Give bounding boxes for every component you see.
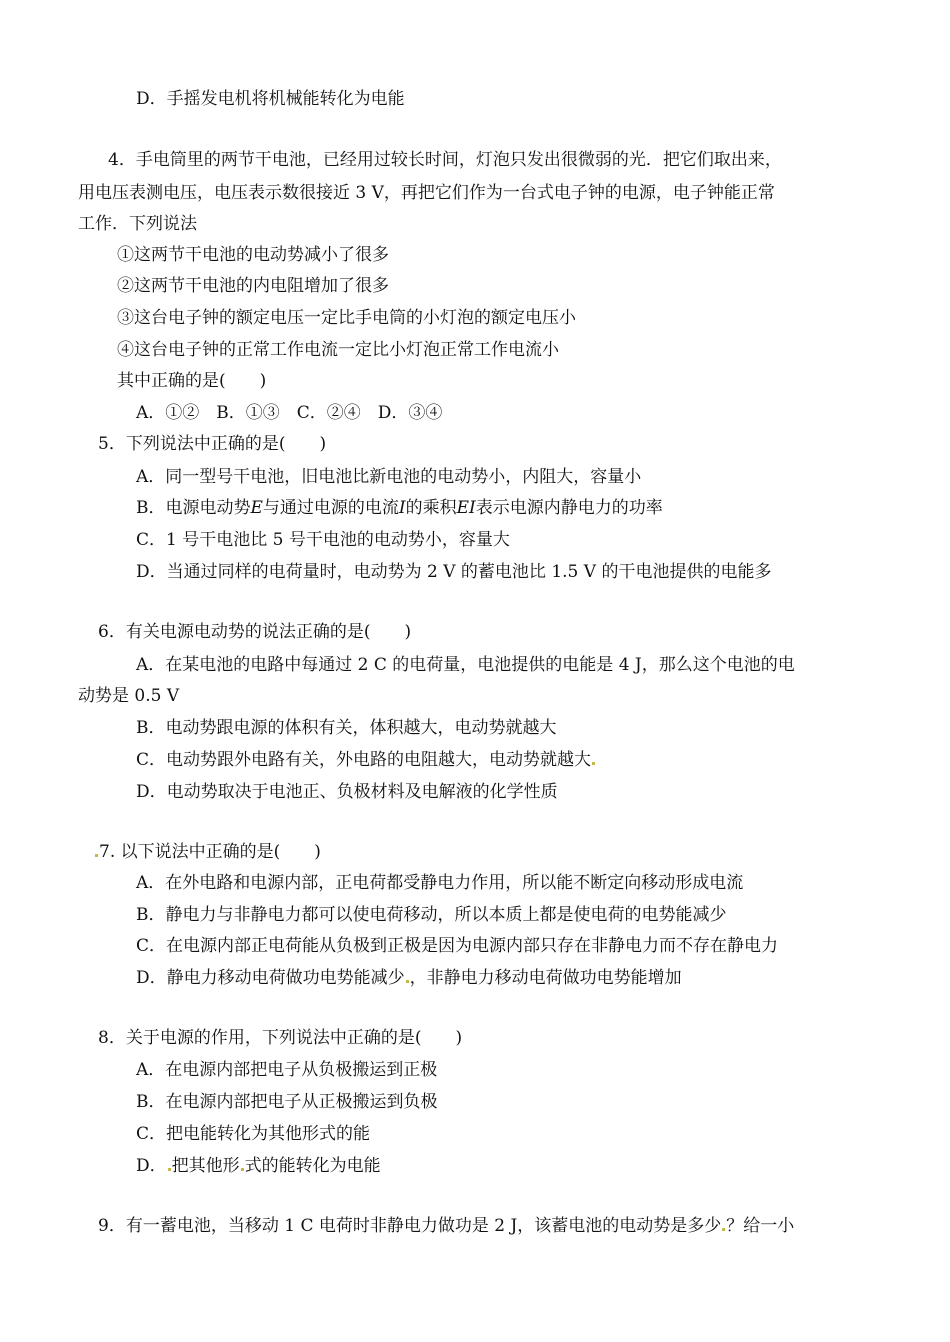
q4-stem-line-1: 4．手电筒里的两节干电池，已经用过较长时间，灯泡只发出很微弱的光．把它们取出来，	[108, 150, 782, 170]
q9-stem-text: 9．有一蓄电池，当移动 1 C 电荷时非静电力做功是 2 J，该蓄电池的电动势是多少	[98, 1216, 722, 1236]
q4-stem-line-2: 用电压表测电压，电压表示数很接近 3 V，再把它们作为一台式电子钟的电源，电子钟能正常	[78, 183, 775, 203]
q5-option-b-text: 的乘积	[405, 498, 457, 518]
q8-option-d-text: 式的能转化为电能	[244, 1156, 381, 1176]
stray-dot-mark	[722, 1228, 725, 1231]
q5-option-b-text: B．电源电动势	[136, 498, 251, 518]
q5-option-c: C．1 号干电池比 5 号干电池的电动势小，容量大	[136, 530, 510, 550]
q7-option-d-text: D．静电力移动电荷做功电势能减少	[136, 968, 405, 988]
q8-option-c: C．把电能转化为其他形式的能	[136, 1124, 371, 1144]
q5-option-b-text: 与通过电源的电流	[262, 498, 399, 518]
q8-option-d	[136, 1154, 381, 1178]
q5-option-d: D．当通过同样的电荷量时，电动势为 2 V 的蓄电池比 1.5 V 的干电池提供的电能多	[136, 562, 772, 582]
stray-dot-mark	[168, 1168, 171, 1171]
symbol-e: E	[250, 498, 263, 518]
stray-dot-mark	[241, 1168, 244, 1171]
q6-option-b: B．电动势跟电源的体积有关，体积越大，电动势就越大	[136, 718, 557, 738]
q4-statement-2: ②这两节干电池的内电阻增加了很多	[117, 276, 389, 296]
q7-option-d-text: ，非静电力移动电荷做功电势能增加	[409, 968, 682, 988]
q8-option-a: A．在电源内部把电子从负极搬运到正极	[136, 1060, 438, 1080]
q8-stem: 8．关于电源的作用，下列说法中正确的是( )	[98, 1028, 463, 1048]
q4-statement-4: ④这台电子钟的正常工作电流一定比小灯泡正常工作电流小	[117, 340, 559, 360]
q6-option-c-text: C．电动势跟外电路有关，外电路的电阻越大，电动势就越大	[136, 750, 592, 770]
q6-stem: 6．有关电源电动势的说法正确的是( )	[98, 622, 412, 642]
q7-stem	[94, 840, 321, 864]
q6-option-d: D．电动势取决于电池正、负极材料及电解液的化学性质	[136, 782, 558, 802]
q5-stem: 5．下列说法中正确的是( )	[98, 434, 327, 454]
q8-option-d-text: 把其他形	[171, 1156, 240, 1176]
q6-option-c	[136, 748, 596, 772]
q5-option-b-text: 表示电源内静电力的功率	[475, 498, 663, 518]
q4-statement-1: ①这两节干电池的电动势减小了很多	[117, 245, 389, 265]
q4-options: A．①② B．①③ C．②④ D．③④	[136, 403, 443, 423]
q8-option-b: B．在电源内部把电子从正极搬运到负极	[136, 1092, 438, 1112]
q6-option-a-line-1: A．在某电池的电路中每通过 2 C 的电荷量，电池提供的电能是 4 J，那么这个电池的电	[136, 655, 795, 675]
q4-prompt: 其中正确的是( )	[117, 371, 267, 391]
q7-option-b: B．静电力与非静电力都可以使电荷移动，所以本质上都是使电荷的电势能减少	[136, 905, 727, 925]
symbol-ei: EI	[456, 498, 476, 518]
stray-dot-mark	[592, 762, 595, 765]
q5-option-b	[136, 496, 663, 520]
q7-option-d	[136, 966, 682, 990]
q6-option-a-line-2: 动势是 0.5 V	[78, 686, 180, 706]
q9-stem	[98, 1214, 794, 1238]
q3-option-d: D．手摇发电机将机械能转化为电能	[136, 89, 405, 109]
q8-option-d-text: D．	[136, 1156, 167, 1176]
q7-option-c: C．在电源内部正电荷能从负极到正极是因为电源内部只存在非静电力而不存在静电力	[136, 936, 779, 956]
q5-option-a: A．同一型号干电池，旧电池比新电池的电动势小，内阻大，容量小	[136, 467, 642, 487]
stray-dot-mark	[406, 980, 409, 983]
stray-dot-mark	[95, 854, 98, 857]
q7-option-a: A．在外电路和电源内部，正电荷都受静电力作用，所以能不断定向移动形成电流	[136, 873, 744, 893]
q7-stem-text: 7. 以下说法中正确的是( )	[99, 842, 321, 862]
q4-stem-line-3: 工作．下列说法	[78, 214, 197, 234]
q4-statement-3: ③这台电子钟的额定电压一定比手电筒的小灯泡的额定电压小	[117, 308, 576, 328]
q9-stem-text: ？给一小	[726, 1216, 795, 1236]
symbol-i: I	[398, 498, 406, 518]
